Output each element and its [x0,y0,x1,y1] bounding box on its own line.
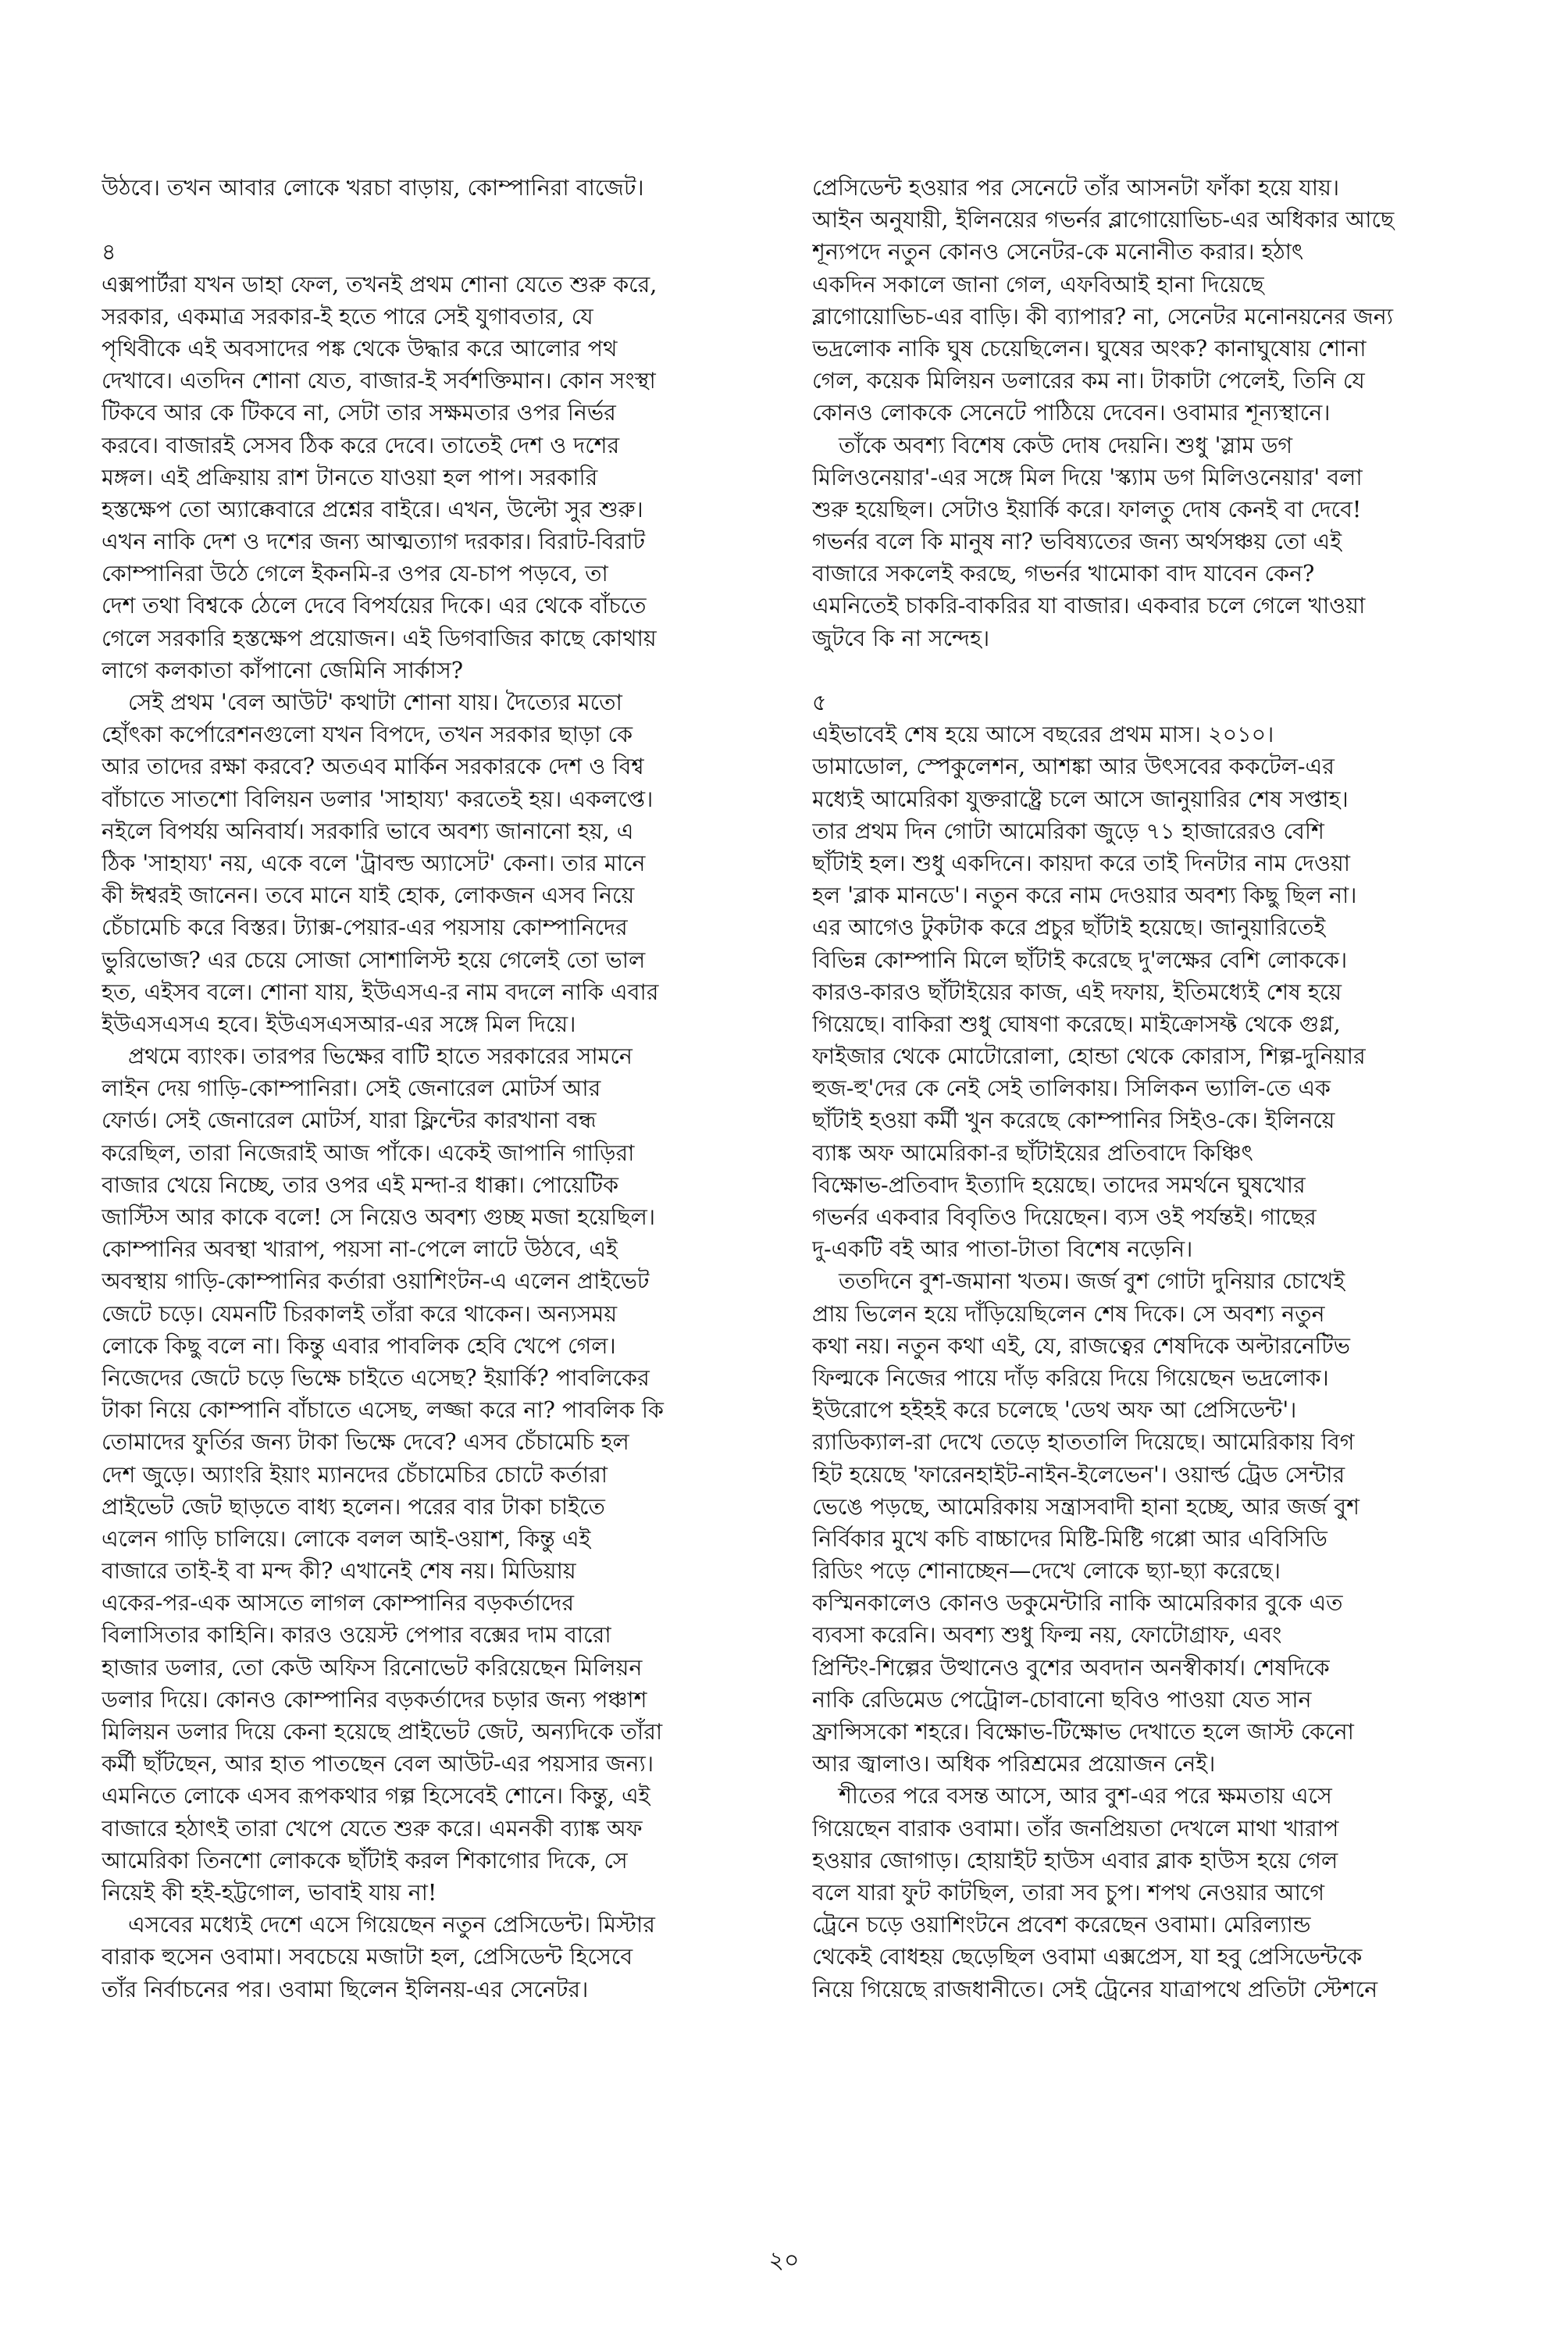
text-line: বাজারে তাই-ই বা মন্দ কী? এখানেই শেষ নয়। মিডিয়ায় [102,1558,576,1585]
text-line: দেখাবে। এতদিন শোনা যেত, বাজার-ই সর্বশক্তিমান। কোন সংস্থা [102,368,656,394]
text-line: জুটবে কি না সন্দেহ। [812,625,990,651]
text-line: এমনিতেই চাকরি-বাকরির যা বাজার। একবার চলে গেলে খাওয়া [812,593,1366,619]
right-text-column [812,172,1462,2006]
text-line: প্রাইভেট জেট ছাড়তে বাধ্য হলেন। পরের বার টাকা চাইতে [102,1493,605,1520]
text-line: তাঁকে অবশ্য বিশেষ কেউ দোষ দেয়নি। শুধু 'স্লাম ডগ [839,432,1293,458]
text-line: মিলিওনেয়ার'-এর সঙ্গে মিল দিয়ে 'স্ক্যাম ডগ মিলিওনেয়ার' বলা [812,464,1363,490]
text-line: সরকার, একমাত্র সরকার-ই হতে পারে সেই যুগাবতার, যে [102,303,593,330]
text-line: ফিল্মকে নিজের পায়ে দাঁড় করিয়ে দিয়ে গিয়েছেন ভদ্রলোক। [812,1364,1329,1391]
text-line: ছাঁটাই হল। শুধু একদিনে। কায়দা করে তাই দিনটার নাম দেওয়া [812,850,1351,876]
text-line: বলে যারা ফুট কাটছিল, তারা সব চুপ। শপথ নেওয়ার আগে [812,1879,1325,1906]
text-line: করবে। বাজারই সেসব ঠিক করে দেবে। তাতেই দেশ ও দশের [102,432,620,458]
text-line: ফ্রান্সিসকো শহরে। বিক্ষোভ-টিক্ষোভ দেখাতে হলে জাস্ট কেনো [812,1719,1354,1745]
text-line: কোম্পানিরা উঠে গেলে ইকনমি-র ওপর যে-চাপ পড়বে, তা [102,561,608,587]
text-line: এইভাবেই শেষ হয়ে আসে বছরের প্রথম মাস। ২০১০। [812,722,1274,748]
text-line: কারও-কারও ছাঁটাইয়ের কাজ, এই দফায়, ইতিমধ্যেই শেষ হয়ে [812,979,1342,1005]
text-line: জেটে চড়ে। যেমনটি চিরকালই তাঁরা করে থাকেন। অন্যসময় [102,1300,618,1327]
text-line: ততদিনে বুশ-জমানা খতম। জর্জ বুশ গোটা দুনিয়ার চোখেই [839,1268,1345,1295]
paragraph-gap [812,654,1462,686]
text-line: হুজ-হু'দের কে নেই সেই তালিকায়। সিলিকন ভ্যালি-তে এক [812,1075,1331,1102]
text-line: একের-পর-এক আসতে লাগল কোম্পানির বড়কর্তাদের [102,1590,575,1617]
text-line: আর জ্বালাও। অধিক পরিশ্রমের প্রয়োজন নেই। [812,1751,1216,1778]
text-line: হাজার ডলার, তো কেউ অফিস রিনোভেট করিয়েছেন মিলিয়ন [102,1654,643,1681]
text-line: র‍্যাডিক্যাল-রা দেখে তেড়ে হাততালি দিয়েছে। আমেরিকায় বিগ [812,1429,1355,1456]
text-line: ভদ্রলোক নাকি ঘুষ চেয়েছিলেন। ঘুষের অংক? কানাঘুষোয় শোনা [812,335,1367,362]
text-line: বাজারে হঠাৎই তারা খেপে যেতে শুরু করে। এমনকী ব্যাঙ্ক অফ [102,1815,643,1842]
text-line: টাকা নিয়ে কোম্পানি বাঁচাতে এসেছ, লজ্জা করে না? পাবলিক কি [102,1397,664,1424]
text-line: নির্বিকার মুখে কচি বাচ্চাদের মিষ্টি-মিষ্টি গপ্পো আর এবিসিডি [812,1525,1327,1552]
text-line: এক্সপার্টরা যখন ডাহা ফেল, তখনই প্রথম শোনা যেতে শুরু করে, [102,271,657,298]
paragraph-gap [102,204,751,236]
text-line: হিট হয়েছে 'ফারেনহাইট-নাইন-ইলেভেন'। ওয়ার্ল্ড ট্রেড সেন্টার [812,1461,1345,1488]
text-line: হল 'ব্লাক মানডে'। নতুন করে নাম দেওয়ার অবশ্য কিছু ছিল না। [812,883,1357,909]
text-line: মধ্যেই আমেরিকা যুক্তরাষ্ট্রে চলে আসে জানুয়ারির শেষ সপ্তাহ। [812,786,1349,812]
text-line: তোমাদের ফুর্তির জন্য টাকা ভিক্ষে দেবে? এসব চেঁচামেচি হল [102,1429,629,1456]
text-line: ফাইজার থেকে মোটোরোলা, হোন্ডা থেকে কোরাস, শিল্প-দুনিয়ার [812,1043,1366,1070]
text-line: চেঁচামেচি করে বিস্তর। ট্যাক্স-পেয়ার-এর পয়সায় কোম্পানিদের [102,915,628,941]
text-line: টিকবে আর কে টিকবে না, সেটা তার সক্ষমতার ওপর নির্ভর [102,400,616,426]
text-line: দেশ জুড়ে। অ্যাংরি ইয়াং ম্যানদের চেঁচামেচির চোটে কর্তারা [102,1461,608,1488]
text-line: প্রথমে ব্যাংক। তারপর ভিক্ষের বাটি হাতে সরকারের সামনে [128,1043,633,1070]
page-number: ২০ [768,2247,800,2274]
text-line: ইউএসএসএ হবে। ইউএসএসআর-এর সঙ্গে মিল দিয়ে। [102,1011,576,1037]
text-line: জাস্টিস আর কাকে বলে! সে নিয়েও অবশ্য গুচ্ছ মজা হয়েছিল। [102,1204,656,1230]
text-line: থেকেই বোধহয় ছেড়েছিল ওবামা এক্সপ্রেস, যা হবু প্রেসিডেন্টকে [812,1944,1363,1970]
text-line: আমেরিকা তিনশো লোককে ছাঁটাই করল শিকাগোর দিকে, সে [102,1847,628,1874]
text-line: কোনও লোককে সেনেটে পাঠিয়ে দেবেন। ওবামার শূন্যস্থানে। [812,400,1331,426]
text-line: নইলে বিপর্যয় অনিবার্য। সরকারি ভাবে অবশ্য জানানো হয়, এ [102,818,634,844]
text-line: বিক্ষোভ-প্রতিবাদ ইত্যাদি হয়েছে। তাদের সমর্থনে ঘুষখোর [812,1171,1306,1198]
text-line: উঠবে। তখন আবার লোকে খরচা বাড়ায়, কোম্পানিরা বাজেট। [102,175,644,201]
text-line: ডামাডোল, স্পেকুলেশন, আশঙ্কা আর উৎসবের ককটেল-এর [812,754,1335,780]
text-line: অবস্থায় গাড়ি-কোম্পানির কর্তারা ওয়াশিংটন-এ এলেন প্রাইভেট [102,1268,650,1295]
text-line: এর আগেও টুকটাক করে প্রচুর ছাঁটাই হয়েছে। জানুয়ারিতেই [812,915,1326,941]
text-line: লোকে কিছু বলে না। কিন্তু এবার পাবলিক হেবি খেপে গেল। [102,1332,616,1359]
text-line: গভর্নর বলে কি মানুষ না? ভবিষ্যতের জন্য অর্থসঞ্চয় তো এই [812,529,1342,555]
text-line: কস্মিনকালেও কোনও ডকুমেন্টারি নাকি আমেরিকার বুকে এত [812,1590,1343,1617]
text-line: গভর্নর একবার বিবৃতিও দিয়েছেন। ব্যস ওই পর্যন্তই। গাছের [812,1204,1317,1230]
text-line: দু-একটি বই আর পাতা-টাতা বিশেষ নড়েনি। [812,1236,1193,1263]
text-line: বাঁচাতে সাতশো বিলিয়ন ডলার 'সাহায্য' করতেই হয়। একলপ্তে। [102,786,654,812]
text-line: ঠিক 'সাহায্য' নয়, একে বলে 'ট্রাবল্ড অ্যাসেট' কেনা। তার মানে [102,850,646,876]
text-line: শূন্যপদে নতুন কোনও সেনেটর-কে মনোনীত করার। হঠাৎ [812,239,1304,266]
text-line: নিয়েই কী হই-হট্টগোল, ভাবাই যায় না! [102,1879,437,1906]
text-line: ভেঙে পড়ছে, আমেরিকায় সন্ত্রাসবাদী হানা হচ্ছে, আর জর্জ বুশ [812,1493,1360,1520]
text-line: গেল, কয়েক মিলিয়ন ডলারের কম না। টাকাটা পেলেই, তিনি যে [812,368,1365,394]
text-line: কী ঈশ্বরই জানেন। তবে মানে যাই হোক, লোকজন এসব নিয়ে [102,883,635,909]
text-line: গেলে সরকারি হস্তক্ষেপ প্রয়োজন। এই ডিগবাজির কাছে কোথায় [102,625,657,651]
text-line: গিয়েছে। বাকিরা শুধু ঘোষণা করেছে। মাইক্রোসফ্ট থেকে গুগ্ল, [812,1011,1341,1037]
text-line: এলেন গাড়ি চালিয়ে। লোকে বলল আই-ওয়াশ, কিন্তু এই [102,1525,591,1552]
text-line: করেছিল, তারা নিজেরাই আজ পাঁকে। একেই জাপানি গাড়িরা [102,1139,635,1166]
text-line: ৫ [812,690,827,715]
text-line: প্রেসিডেন্ট হওয়ার পর সেনেটে তাঁর আসনটা ফাঁকা হয়ে যায়। [812,175,1340,201]
text-line: গিয়েছেন বারাক ওবামা। তাঁর জনপ্রিয়তা দেখলে মাথা খারাপ [812,1815,1339,1842]
text-line: কথা নয়। নতুন কথা এই, যে, রাজত্বের শেষদিকে অল্টারনেটিভ [812,1332,1350,1359]
text-line: কর্মী ছাঁটছেন, আর হাত পাতছেন বেল আউট-এর পয়সার জন্য। [102,1751,654,1778]
text-line: লাইন দেয় গাড়ি-কোম্পানিরা। সেই জেনারেল মোটর্স আর [102,1075,601,1102]
text-line: ইউরোপে হইহই করে চলেছে 'ডেথ অফ আ প্রেসিডেন্ট'। [812,1397,1297,1424]
text-line: বারাক হুসেন ওবামা। সবচেয়ে মজাটা হল, প্রেসিডেন্ট হিসেবে [102,1944,633,1970]
text-line: বিভিন্ন কোম্পানি মিলে ছাঁটাই করেছে দু'লক্ষের বেশি লোককে। [812,947,1348,973]
text-line: মিলিয়ন ডলার দিয়ে কেনা হয়েছে প্রাইভেট জেট, অন্যদিকে তাঁরা [102,1719,663,1745]
text-line: এসবের মধ্যেই দেশে এসে গিয়েছেন নতুন প্রেসিডেন্ট। মিস্টার [128,1912,655,1938]
text-line: এখন নাকি দেশ ও দশের জন্য আত্মত্যাগ দরকার। বিরাট-বিরাট [102,529,645,555]
text-line: হস্তক্ষেপ তো অ্যাক্কেবারে প্রশ্নের বাইরে। এখন, উল্টো সুর শুরু। [102,496,643,522]
text-line: লাগে কলকাতা কাঁপানো জেমিনি সার্কাস? [102,657,464,683]
text-line: হত, এইসব বলে। শোনা যায়, ইউএসএ-র নাম বদলে নাকি এবার [102,979,659,1005]
left-text-column [102,172,751,2006]
text-line: শীতের পরে বসন্ত আসে, আর বুশ-এর পরে ক্ষমতায় এসে [839,1783,1332,1810]
text-line: হওয়ার জোগাড়। হোয়াইট হাউস এবার ব্লাক হাউস হয়ে গেল [812,1847,1338,1874]
text-line: আর তাদের রক্ষা করবে? অতএব মার্কিন সরকারকে দেশ ও বিশ্ব [102,754,644,780]
text-line: হোঁৎকা কর্পোরেশনগুলো যখন বিপদে, তখন সরকার ছাড়া কে [102,722,633,748]
text-line: ফোর্ড। সেই জেনারেল মোটর্স, যারা ফ্লিন্টের কারখানা বন্ধ [102,1107,597,1134]
text-line: ডলার দিয়ে। কোনও কোম্পানির বড়কর্তাদের চড়ার জন্য পঞ্চাশ [102,1686,647,1713]
text-line: কোম্পানির অবস্থা খারাপ, পয়সা না-পেলে লাটে উঠবে, এই [102,1236,618,1263]
text-line: এমনিতে লোকে এসব রূপকথার গল্প হিসেবেই শোনে। কিন্তু, এই [102,1783,650,1810]
text-line: নিয়ে গিয়েছে রাজধানীতে। সেই ট্রেনের যাত্রাপথে প্রতিটা স্টেশনে [812,1976,1378,2002]
text-line: ৪ [102,239,116,266]
text-line: ব্যাঙ্ক অফ আমেরিকা-র ছাঁটাইয়ের প্রতিবাদে কিঞ্চিৎ [812,1139,1253,1166]
text-line: প্রিন্টিং-শিল্পের উত্থানেও বুশের অবদান অনস্বীকার্য। শেষদিকে [812,1654,1330,1681]
text-line: আইন অনুযায়ী, ইলিনয়ের গভর্নর ব্লাগোয়োভিচ-এর অধিকার আছে [812,207,1395,234]
text-line: দেশ তথা বিশ্বকে ঠেলে দেবে বিপর্যয়ের দিকে। এর থেকে বাঁচতে [102,593,647,619]
text-line: ব্যবসা করেনি। অবশ্য শুধু ফিল্ম নয়, ফোটোগ্রাফ, এবং [812,1622,1282,1649]
text-line: তার প্রথম দিন গোটা আমেরিকা জুড়ে ৭১ হাজারেরও বেশি [812,818,1324,844]
text-line: সেই প্রথম 'বেল আউট' কথাটা শোনা যায়। দৈত্যের মতো [128,690,622,715]
text-line: বিলাসিতার কাহিনি। কারও ওয়েস্ট পেপার বক্সের দাম বারো [102,1622,611,1649]
text-line: ভুরিভোজ? এর চেয়ে সোজা সোশালিস্ট হয়ে গেলেই তো ভাল [102,947,646,973]
text-line: প্রায় ভিলেন হয়ে দাঁড়িয়েছিলেন শেষ দিকে। সে অবশ্য নতুন [812,1300,1325,1327]
text-line: মঙ্গল। এই প্রক্রিয়ায় রাশ টানতে যাওয়া হল পাপ। সরকারি [102,464,598,490]
text-line: রিডিং পড়ে শোনাচ্ছেন—দেখে লোকে ছ্যা-ছ্যা করেছে। [812,1558,1281,1585]
text-line: বাজার খেয়ে নিচ্ছে, তার ওপর এই মন্দা-র ধাক্কা। পোয়েটিক [102,1171,619,1198]
text-line: পৃথিবীকে এই অবসাদের পঙ্ক থেকে উদ্ধার করে আলোর পথ [102,335,618,362]
text-line: ট্রেনে চড়ে ওয়াশিংটনে প্রবেশ করেছেন ওবামা। মেরিল্যান্ড [812,1912,1311,1938]
text-line: তাঁর নির্বাচনের পর। ওবামা ছিলেন ইলিনয়-এর সেনেটর। [102,1976,589,2002]
text-line: নাকি রেডিমেড পেট্রোল-চোবানো ছবিও পাওয়া যেত সান [812,1686,1312,1713]
text-line: নিজেদের জেটে চড়ে ভিক্ষে চাইতে এসেছ? ইয়ার্কি? পাবলিকের [102,1364,650,1391]
text-line: বাজারে সকলেই করছে, গভর্নর খামোকা বাদ যাবেন কেন? [812,561,1315,587]
text-line: শুরু হয়েছিল। সেটাও ইয়ার্কি করে। ফালতু দোষ কেনই বা দেবে! [812,496,1362,522]
text-line: একদিন সকালে জানা গেল, এফবিআই হানা দিয়েছে [812,271,1264,298]
text-line: ব্লাগোয়োভিচ-এর বাড়ি। কী ব্যাপার? না, সেনেটর মনোনয়নের জন্য [812,303,1393,330]
text-line: ছাঁটাই হওয়া কর্মী খুন করেছে কোম্পানির সিইও-কে। ইলিনয়ে [812,1107,1335,1134]
